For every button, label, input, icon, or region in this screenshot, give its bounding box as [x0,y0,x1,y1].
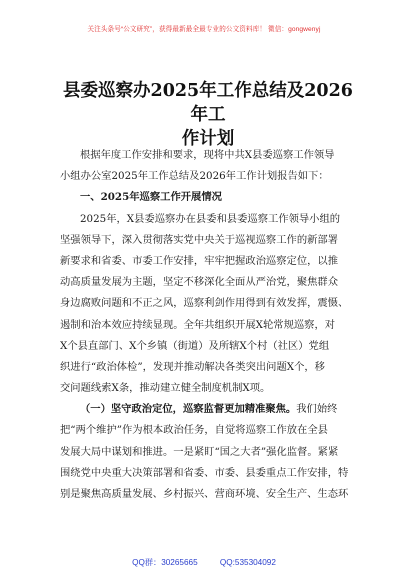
title-line-1: 县委巡察办2025年工作总结及2026年工 [63,81,353,125]
subsection-paragraph [60,399,358,505]
intro-paragraph [60,145,358,187]
text-line: 2025年，X县委巡察办在县委和县委巡察工作领导小组的 [80,212,341,225]
text-line: 围绕党中央重大决策部署和省委、市委、县委重点工作安排，特 [60,466,349,479]
section-heading [60,187,358,208]
text-line: 织进行“政治体检”，发现并推动解决各类突出问题X个，移 [60,360,325,373]
subsection-heading: （一）坚守政治定位，巡察监督更加精准聚焦。 [80,403,297,416]
header-banner: 关注头条号“公文研究”，获得最新最全最专业的公文资料库！ 微信：gongwenyj [87,26,321,33]
text-line: 小组办公室2025年工作总结及2026年工作计划报告如下： [60,170,329,183]
text-line: 坚强领导下，深入贯彻落实党中央关于巡视巡察工作的新部署 [60,233,339,246]
document-title [60,79,356,151]
footer-qq-group: QQ群：30265665 [132,558,198,567]
text-line: 发展大局中谋划和推进。一是紧盯“国之大者”强化监督。紧紧 [60,445,339,458]
footer-qq-number: QQ:535304092 [219,558,276,567]
section-heading-text: 一、2025年巡察工作开展情况 [80,191,222,204]
text-line: 把“两个维护”作为根本政治任务，自觉将巡察工作放在全县 [60,424,328,437]
document-body [60,145,358,505]
text-line: 动高质量发展为主题，坚定不移深化全面从严治党，聚焦群众 [60,276,339,289]
text-fragment: 我们始终 [296,403,338,416]
text-line: 根据年度工作安排和要求，现将中共X县委巡察工作领导 [80,149,335,161]
text-line: 新要求和省委、市委工作安排，牢牢把握政治巡察定位，以推 [60,254,339,267]
text-line: 交问题线索X条，推动建立健全制度机制X项。 [60,382,271,395]
text-line [60,399,358,420]
text-line: 别是聚焦高质量发展、乡村振兴、营商环境、安全生产、生态环 [60,488,349,500]
text-line: X个县直部门、X个乡镇（街道）及所辖X个村（社区）党组 [60,339,330,352]
title-line-2: 作计划 [181,129,235,149]
summary-paragraph [60,209,358,400]
text-line: 遏制和治本效应持续显现。全年共组织开展X轮常规巡察，对 [60,318,336,331]
text-line: 身边腐败问题和不正之风，巡察利剑作用得到有效发挥，震慑、 [60,297,349,310]
footer-contact [0,557,408,568]
